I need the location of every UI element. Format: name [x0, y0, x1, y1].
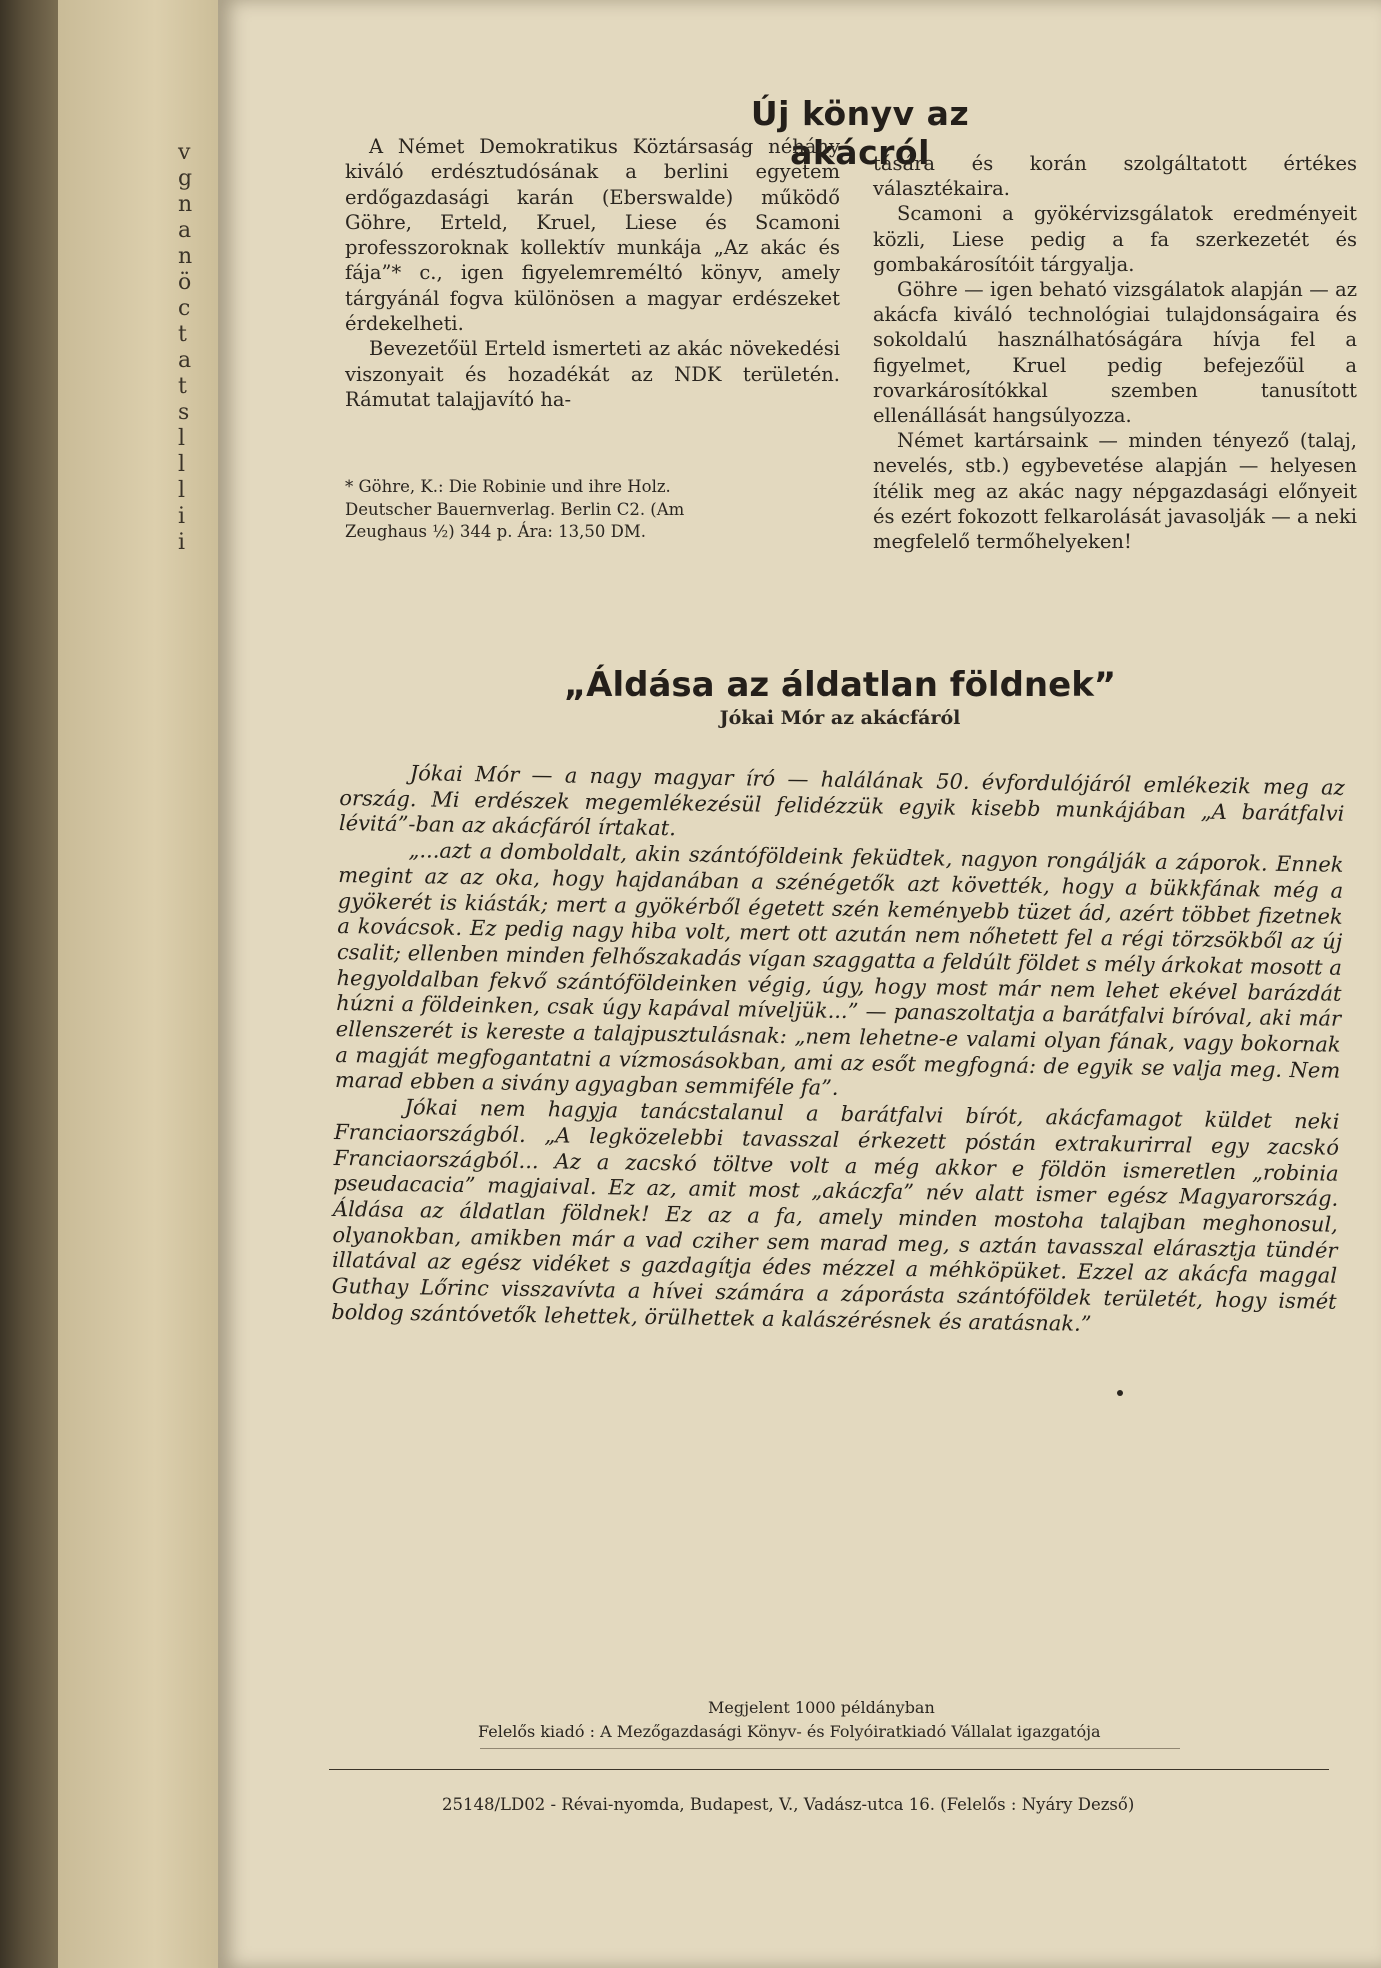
- facing-page-fragment: l: [178, 452, 186, 477]
- article1-footnote: [345, 476, 715, 544]
- colophon-rule: [329, 1769, 1329, 1770]
- end-mark: [1117, 1390, 1123, 1396]
- facing-page-fragment: n: [178, 244, 193, 269]
- facing-page-fragment: l: [178, 426, 186, 451]
- colophon-copies: Megjelent 1000 példányban: [708, 1698, 935, 1717]
- colophon-printer: 25148/LD02 - Révai-nyomda, Budapest, V., Vadász-utca 16. (Felelős : Nyáry Dezső): [442, 1795, 1135, 1814]
- facing-page-fragment: l: [178, 478, 186, 503]
- article1-paragraph: tására és korán szolgáltatott értékes választékaira.: [873, 152, 1357, 201]
- article1-paragraph: Német kartársaink — minden tényező (talaj, nevelés, stb.) egybevetése alapján — helyesen ítélik meg az akác nagy népgazdasági előnyeit és ezért fokozott felkarolását javasolják — a neki megfelelő termőhelyeken!: [873, 429, 1357, 554]
- article2-paragraph: Jókai Mór — a nagy magyar író — halálának 50. évfordulójáról emlékezik meg az ország. Mi erdészek megemlékezésül felidézzük egyik kisebb munkájában „A barátfalvi lévitá”-ban az akácfáról írtakat.: [338, 761, 1345, 841]
- article2-paragraph: „...azt a domboldalt, akin szántóföldeink feküdtek, nagyon rongálják a záporok. Ennek megint az az oka, hogy hajdanában a szénégetők azt követték, hogy a bükkfának még a gyökerét is kiásták; mert a gyökérből égetett szén keményebb tüzet ád, azért többet fizetnek a kovácsok. Ez pedig nagy hiba volt, mert ott azután nem nőhetett fel a régi törzsökből az új csalit; ellenben minden felhőszakadás vígan szaggatta a feldúlt földet s mély árkokat mosott a hegyoldalban fekvő szántóföldeinken végig, úgy, hogy most már nem lehet ekével barázdát húzni a földeinken, csak úgy kapával míveljük...” — panaszoltatja a barátfalvi bíróval, aki már ellenszerét is kereste a talajpusztulásnak: „nem lehetne-e valami olyan fának, vagy bokornak a magját megfogantatni a vízmosásokban, ami az esőt megfogná: de egyik se valja meg. Nem marad ebben a sivány agyagban semmiféle fa”.: [334, 838, 1344, 1101]
- facing-page-fragment: a: [178, 218, 192, 243]
- facing-page-fragment: s: [178, 400, 190, 425]
- footnote-text: * Göhre, K.: Die Robinie und ihre Holz. Deutscher Bauernverlag. Berlin C2. (Am Zeughaus ½) 344 p. Ára: 13,50 DM.: [345, 477, 685, 541]
- facing-page-fragment: n: [178, 192, 193, 217]
- article1-column-left: [345, 134, 840, 412]
- article2-body: [331, 760, 1345, 1341]
- colophon-publisher: Felelős kiadó : A Mezőgazdasági Könyv- és Folyóiratkiadó Vállalat igazgatója: [478, 1722, 1101, 1741]
- colophon-rule-short: [480, 1748, 1180, 1749]
- article2-title: „Áldása az áldatlan földnek”: [563, 665, 1117, 705]
- article2-paragraph: Jókai nem hagyja tanácstalanul a barátfalvi bírót, akácfamagot küldet neki Franciaországból. „A legközelebbi tavasszal érkezett póstán extrakurirral egy zacskó Franciaországból... Az a zacskó töltve volt a még akkor e földön ismeretlen „robinia pseudacacia” magjaival. Ez az, amit most „akáczfa” név alatt ismer egész Magyarország. Áldása az áldatlan földnek! Ez az a fa, amely minden mostoha talajban meghonosul, olyanokban, amikben már a vad cziher sem marad meg, s aztán tavasszal elárasztja tündér illatával az egész vidéket s gazdagítja édes mézzel a méhköpüket. Ezzel az akácfa maggal Guthay Lőrinc visszavívta a hívei számára a záporásta szántóföldek területét, hogy ismét boldog szántóvetők lehettek, örülhettek a kalászérésnek és aratásnak.”: [331, 1095, 1340, 1336]
- facing-page-fragment: ö: [178, 270, 192, 295]
- article1-paragraph: Scamoni a gyökérvizsgálatok eredményeit közli, Liese pedig a fa szerkezetét és gombakárosítóit tárgyalja.: [873, 202, 1357, 276]
- facing-page-fragment: g: [178, 166, 193, 191]
- article1-title: Új könyv az akácról: [750, 94, 970, 172]
- article1-paragraph: Göhre — igen beható vizsgálatok alapján — az akácfa kiváló technológiai tulajdonságaira és sokoldalú használhatóságára hívja fel a figyelmet, Kruel pedig befejezőül a rovarkárosítókkal szemben tanusított ellenállását hangsúlyozza.: [873, 278, 1357, 428]
- facing-page-fragment: i: [178, 530, 186, 555]
- article1-column-right: [873, 151, 1357, 554]
- facing-page-fragment: i: [178, 504, 186, 529]
- facing-page-fragment: v: [178, 140, 191, 165]
- book-binding: [0, 0, 58, 1968]
- article1-paragraph: A Német Demokratikus Köztársaság néhány kiváló erdésztudósának a berlini egyetem erdőgazdasági karán (Eberswalde) működő Göhre, Erteld, Kruel, Liese és Scamoni professzoroknak kollektív munkája „Az akác és fája”* c., igen figyelemreméltó könyv, amely tárgyánál fogva különösen a magyar erdészeket érdekelheti.: [345, 135, 840, 336]
- facing-page: [58, 0, 220, 1968]
- facing-page-fragment: c: [178, 296, 191, 321]
- article1-paragraph: Bevezetőül Erteld ismerteti az akác növekedési viszonyait és hozadékát az NDK területén. Rámutat talajjavító ha-: [345, 337, 840, 411]
- facing-page-fragment: a: [178, 348, 192, 373]
- facing-page-fragment: t: [178, 322, 187, 347]
- facing-page-fragment: t: [178, 374, 187, 399]
- article2-subtitle: Jókai Mór az akácfáról: [719, 707, 961, 729]
